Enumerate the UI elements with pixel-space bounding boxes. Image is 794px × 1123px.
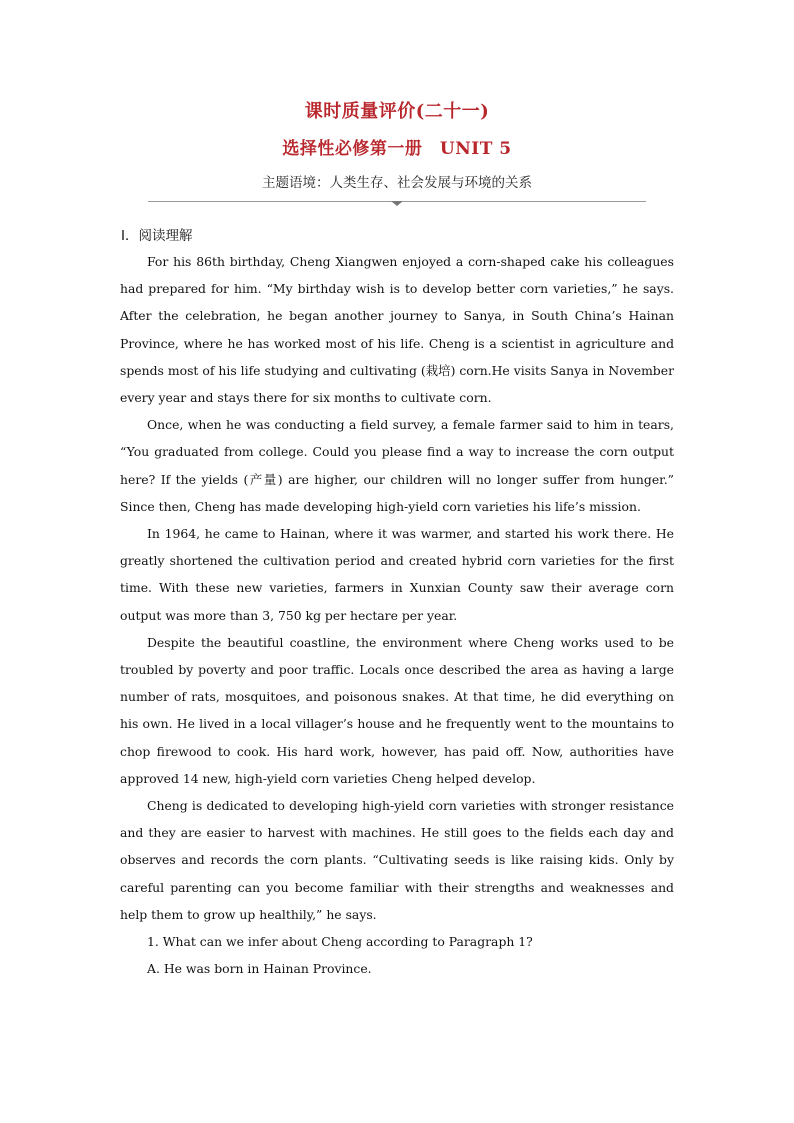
question-stem: 1. What can we infer about Cheng according to Paragraph 1? (147, 934, 533, 950)
section-heading: Ⅰ．阅读理解 (121, 228, 193, 244)
unit-title: 选择性必修第一册 UNIT 5 (282, 139, 512, 159)
passage-paragraph-2: Once, when he was conducting a field survey, a female farmer said to him in tears, “You graduated from college. Could you please find a way to increase the corn output here? If the yields (产量) are higher, our children will no longer suffer from hunger.” Since then, Cheng has made developing high-yield corn varieties his life’s mission. (120, 417, 674, 514)
question-option-a: A. He was born in Hainan Province. (147, 961, 372, 977)
passage-paragraph-3: In 1964, he came to Hainan, where it was warmer, and started his work there. He greatly shortened the cultivation period and created hybrid corn varieties for the first time. With these new varieties, farmers in Xunxian County saw their average corn output was more than 3, 750 kg per hectare per year. (120, 526, 674, 623)
passage-paragraph-4: Despite the beautiful coastline, the environment where Cheng works used to be troubled by poverty and poor traffic. Locals once described the area as having a large number of rats, mosquitoes, and poisonous snakes. At that time, he did everything on his own. He lived in a local villager’s house and he frequently went to the mountains to chop firewood to cook. His hard work, however, has paid off. Now, authorities have approved 14 new, high-yield corn varieties Cheng helped develop. (120, 634, 674, 786)
passage-paragraph-1: For his 86th birthday, Cheng Xiangwen enjoyed a corn-shaped cake his colleagues had prepared for him. “My birthday wish is to develop better corn varieties,” he says. After the celebration, he began another journey to Sanya, in South China’s Hainan Province, where he has worked most of his life. Cheng is a scientist in agriculture and spends most of his life studying and cultivating (栽培) corn.He visits Sanya in November every year and stays there for six months to cultivate corn. (120, 254, 674, 406)
document-title: 课时质量评价(二十一) (304, 101, 490, 122)
theme-context: 主题语境：人类生存、社会发展与环境的关系 (262, 175, 532, 191)
reading-passage (120, 248, 674, 982)
passage-paragraph-5: Cheng is dedicated to developing high-yield corn varieties with stronger resistance and they are easier to harvest with machines. He still goes to the fields each day and observes and records the corn plants. “Cultivating seeds is like raising kids. Only by careful parenting can you become familiar with their strengths and weaknesses and help them to grow up healthily,” he says. (120, 798, 674, 922)
divider-arrow-icon (391, 201, 403, 206)
